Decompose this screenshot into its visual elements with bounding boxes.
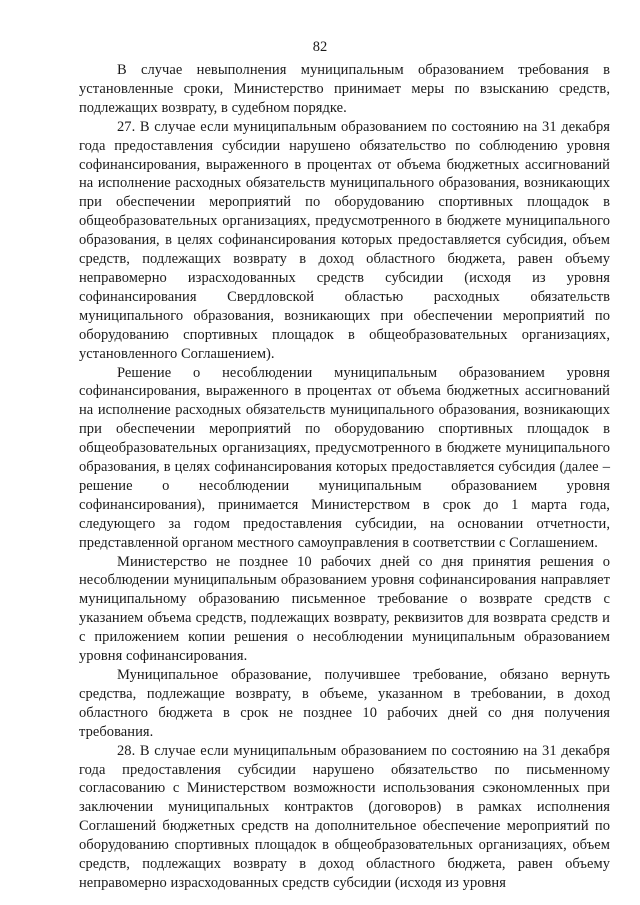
paragraph-item-27: 27. В случае если муниципальным образованием по состоянию на 31 декабря года предоставления субсидии нарушено обязательство по соблюдению уровня софинансирования, выраженного в процентах от объема бюджетных ассигнований на исполнение расходных обязательств муниципального образования, возникающих при обеспечении мероприятий по оборудованию спортивных площадок в общеобразовательных организациях, предусмотренного в бюджете муниципального образования, в целях софинансирования которых предоставляется субсидия, объем средств, подлежащих возврату в доход областного бюджета, равен объему неправомерно израсходованных средств субсидии (исходя из уровня софинансирования Свердловской областью расходных обязательств муниципального образования, возникающих при обеспечении мероприятий по оборудованию спортивных площадок в общеобразовательных организациях, установленного Соглашением). <box>79 118 610 362</box>
paragraph-refund-judicial: В случае невыполнения муниципальным образованием требования в установленные сроки, Министерство принимает меры по взысканию средств, подлежащих возврату, в судебном порядке. <box>79 62 610 116</box>
page-number: 82 <box>312 39 328 55</box>
paragraph-noncompliance-decision: Решение о несоблюдении муниципальным образованием уровня софинансирования, выраженного в процентах от объема бюджетных ассигнований на исполнение расходных обязательств муниципального образования, возникающих при обеспечении мероприятий по оборудованию спортивных площадок в общеобразовательных организациях, предусмотренного в бюджете муниципального образования, в целях софинансирования которых предоставляется субсидия (далее – решение о несоблюдении муниципальным образованием уровня софинансирования), принимается Министерством в срок до 1 марта года, следующего за годом предоставления субсидии, на основании отчетности, представленной органом местного самоуправления в соответствии с Соглашением. <box>79 364 610 551</box>
paragraph-written-demand: Министерство не позднее 10 рабочих дней со дня принятия решения о несоблюдении муниципальным образованием уровня софинансирования направляет муниципальному образованию письменное требование о возврате средств с указанием объема средств, подлежащих возврату, реквизитов для возврата средств и с приложением копии решения о несоблюдении муниципальным образованием уровня софинансирования. <box>79 553 610 665</box>
document-body <box>79 61 610 893</box>
paragraph-item-28: 28. В случае если муниципальным образованием по состоянию на 31 декабря года предоставления субсидии нарушено обязательство по письменному согласованию с Министерством возможности использования сэкономленных при заключении муниципальных контрактов (договоров) в рамках исполнения Соглашений бюджетных средств на дополнительное обеспечение мероприятий по оборудованию спортивных площадок в общеобразовательных организациях, объем средств, подлежащих возврату в доход областного бюджета, равен объему неправомерно израсходованных средств субсидии (исходя из уровня <box>79 742 610 891</box>
paragraph-return-obligation: Муниципальное образование, получившее требование, обязано вернуть средства, подлежащие возврату, в объеме, указанном в требовании, в доход областного бюджета в срок не позднее 10 рабочих дней со дня получения требования. <box>79 667 610 740</box>
